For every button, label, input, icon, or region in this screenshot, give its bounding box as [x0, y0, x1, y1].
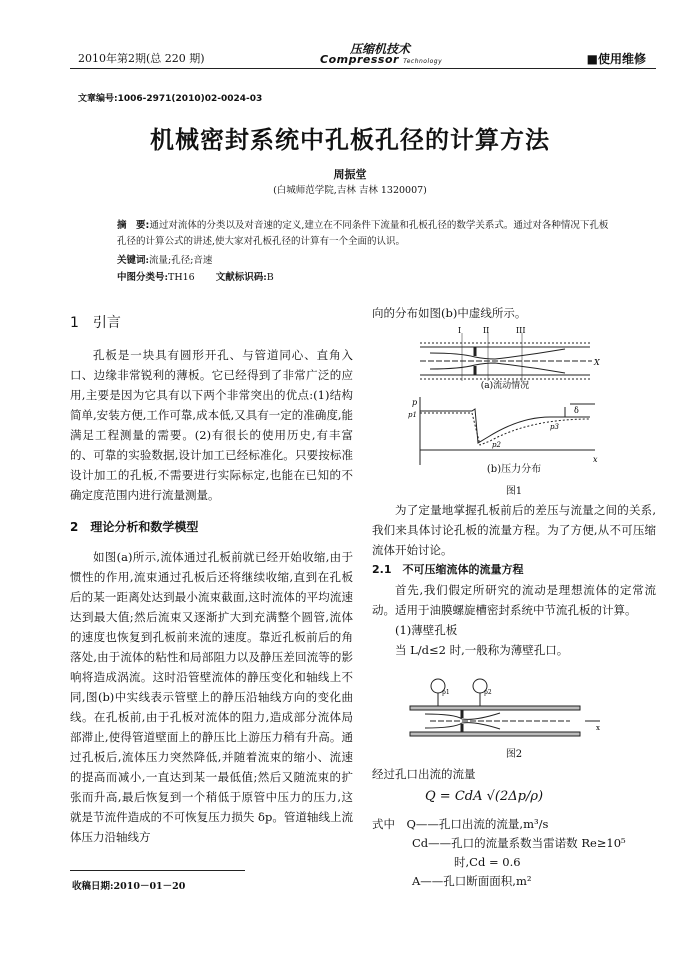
fig1-caption: 图1 [505, 486, 523, 497]
paragraph-intro-flow: 为了定量地掌握孔板前后的差压与流量之间的关系,我们来具体讨论孔板的流量方程。为了方便,从不可压缩流体开始讨论。 [372, 503, 656, 557]
label-p: p [412, 398, 418, 407]
flow-formula: Q = CdA √(2Δp/ρ) [425, 789, 544, 804]
figure-1 [400, 325, 610, 475]
journal-logo: 压缩机技术 Compressor Technology [320, 42, 443, 66]
fig1a-caption: (a)流动情况 [480, 381, 530, 391]
definition-q: 式中 Q——孔口出流的流量,m³/s [372, 817, 549, 831]
left-column [70, 313, 353, 847]
flow-diagram [420, 333, 592, 381]
classification: 中图分类号:TH16 文献标识码:B [117, 272, 274, 283]
label-III: III [516, 326, 526, 335]
label-delta: δ [574, 406, 579, 415]
label-p2: p2 [492, 441, 501, 449]
label-p1: p1 [408, 411, 417, 419]
abstract: 摘 要:通过对流体的分类以及对音速的定义,建立在不同条件下流量和孔板孔径的数学关系式。通过对各种情况下孔板孔径的计算公式的讲述,使大家对孔板孔径的计算有一个全面的认识。 [117, 220, 609, 247]
section-1-title: 1 引言 [70, 315, 121, 331]
definition-cd: Cd——孔口的流量系数当雷诺数 Re≥10⁵ [412, 836, 626, 850]
page-title: 机械密封系统中孔板孔径的计算方法 [150, 125, 550, 154]
footnote-divider [70, 870, 245, 871]
right-text-block [372, 500, 656, 660]
label-X: X [594, 358, 600, 367]
definitions [372, 815, 662, 891]
flow-text: 经过孔口出流的流量 [372, 767, 476, 781]
fig2-label-p1: p1 [442, 689, 450, 696]
label-p3: p3 [550, 423, 559, 431]
thin-orifice-condition: 当 L/d≤2 时,一般称为薄壁孔口。 [395, 643, 569, 657]
author: 周振堂 [333, 168, 367, 181]
section-2-title: 2 理论分析和数学模型 [70, 520, 199, 534]
section-2-paragraph: 如图(a)所示,流体通过孔板前就已经开始收缩,由于惯性的作用,流束通过孔板后还将继续收缩,直到在孔板后的某一距离处达到最小流束截面,这时流体的平均流速达到最大值;然后流束又逐渐扩大到充满整个圆管,流体的速度也恢复到孔板前来流的速度。靠近孔板前后的角落处,由于流体的粘性和局部阻力以及静压差回流等的影响将造成涡流。这时沿管壁流体的静压变化和轴线上不同,图(b)中实线表示管壁上的静压沿轴线方向的变化曲线。在孔板前,由于孔板对流体的阻力,造成部分流体局部滞止,使得管道壁面上的静压比上游压力稍有升高。通过孔板后,流体压力突然降低,并随着流束的缩小、流速的提高而减小,一直达到某一最低值;然后又随流束的扩张而升高,最后恢复到一个稍低于原管中压力的压力,这就是节流件造成的不可恢复压力损失 δp。管道轴线上流体压力沿轴线方 [70, 550, 353, 844]
section-2-1-paragraph: 首先,我们假定所研究的流动是理想流体的定常流动。适用于油膜螺旋槽密封系统中节流孔板的计算。 [372, 583, 656, 617]
header-divider [70, 68, 656, 69]
fig2-label-p2: p2 [484, 689, 492, 696]
keywords: 关键词:流量;孔径;音速 [117, 255, 213, 266]
label-I: I [458, 326, 462, 335]
article-number: 文章编号:1006-2971(2010)02-0024-03 [78, 94, 263, 104]
subsection-thin-orifice: (1)薄壁孔板 [395, 623, 458, 637]
definition-a: A——孔口断面面积,m² [412, 874, 532, 888]
footnote-received-date: 收稿日期:2010－01－20 [72, 881, 186, 892]
affiliation: (白城师范学院,吉林 吉林 1320007) [273, 185, 427, 196]
label-x: x [593, 455, 598, 464]
issue-info: 2010年第2期(总 220 期) [78, 52, 205, 65]
figure-2 [400, 676, 610, 742]
section-1-paragraph: 孔板是一块具有圆形开孔、与管道同心、直角入口、边缘非常锐利的薄板。它已经得到了非常广泛的应用,主要是因为它具有以下两个非常突出的优点:(1)结构简单,安装方便,工作可靠,成本低,又具有一定的准确度,能满足工程测量的需要。(2)有很长的使用历史,有丰富的、可靠的实验数据,设计加工已经标准化。只要按标准设计加工的孔板,不需要进行实际标定,也能在已知的不确定度范围内进行流量测量。 [70, 348, 353, 502]
definition-cd-value: 时,Cd = 0.6 [454, 855, 521, 869]
fig2-caption: 图2 [505, 749, 523, 760]
pressure-diagram [420, 397, 595, 465]
section-label: ■使用维修 [586, 52, 646, 66]
fig1b-caption: (b)压力分布 [486, 464, 542, 475]
label-II: II [483, 326, 490, 335]
continued-text: 向的分布如图(b)中虚线所示。 [372, 306, 527, 320]
fig2-label-x: x [596, 724, 600, 732]
section-2-1-title: 2.1 不可压缩流体的流量方程 [372, 563, 524, 576]
